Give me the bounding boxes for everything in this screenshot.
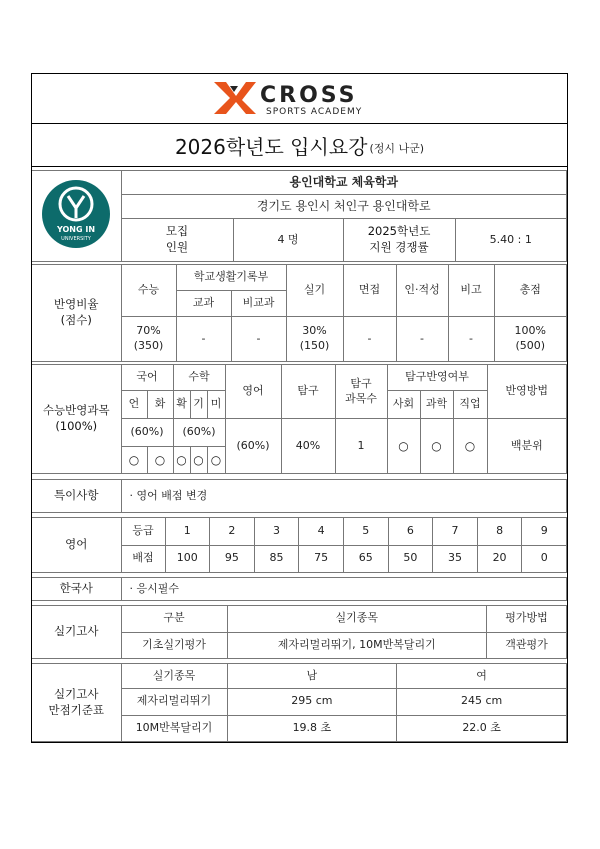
criteria-section (32, 663, 567, 742)
history-value: · 응시필수 (121, 578, 567, 601)
sn-kor-1-mark: ○ (121, 447, 147, 474)
practical-h2: 실기종목 (227, 606, 487, 633)
ratio-h-interview: 면접 (343, 265, 396, 317)
sn-h-inquiry-reflect: 탐구반영여부 (387, 365, 487, 391)
cross-logo-icon (210, 78, 390, 118)
sn-sub-math-1: 확 (173, 391, 190, 419)
english-grade-4: 4 (299, 518, 344, 546)
practical-section (32, 605, 567, 659)
special-label: 특이사항 (32, 480, 121, 513)
sn-inq-social: ○ (387, 419, 420, 474)
english-label: 영어 (32, 518, 121, 573)
english-grade-8: 8 (477, 518, 522, 546)
ratio-v-total: 100% (500) (494, 317, 566, 362)
sn-sub-kor-1: 언 (121, 391, 147, 419)
english-score-7: 35 (433, 545, 478, 573)
english-grade-5: 5 (343, 518, 388, 546)
special-section (32, 479, 567, 513)
sn-math-2-mark: ○ (190, 447, 207, 474)
ratio-v-aptitude: - (396, 317, 448, 362)
english-score-1: 100 (165, 545, 210, 573)
ratio-h-subject: 교과 (176, 291, 231, 317)
english-grade-label: 등급 (121, 518, 165, 546)
sn-math-pct: (60%) (173, 419, 225, 447)
sn-sub-math-3: 미 (207, 391, 225, 419)
english-score-5: 65 (343, 545, 388, 573)
suneung-label: 수능반영과목 (100%) (32, 365, 121, 474)
svg-text:SPORTS ACADEMY: SPORTS ACADEMY (265, 107, 362, 117)
history-section (32, 577, 567, 601)
criteria-male-2: 19.8 초 (227, 715, 397, 742)
sn-eng-pct: (60%) (225, 419, 281, 474)
suneung-section (32, 364, 567, 474)
recruit-value: 4 명 (233, 219, 343, 262)
sn-kor-pct: (60%) (121, 419, 173, 447)
english-score-2: 95 (210, 545, 255, 573)
english-grade-3: 3 (254, 518, 299, 546)
sn-sub-inq-1: 사회 (387, 391, 420, 419)
practical-v2: 제자리멀리뛰기, 10M반복달리기 (227, 632, 487, 659)
ratio-h-note: 비고 (448, 265, 494, 317)
recruit-label: 모집 인원 (121, 219, 233, 262)
admission-document (31, 73, 568, 743)
ratio-v-subject: - (176, 317, 231, 362)
english-grade-9: 9 (522, 518, 567, 546)
english-section (32, 517, 567, 573)
yongin-logo (32, 171, 121, 262)
criteria-h3: 여 (397, 664, 567, 689)
sn-inq-pct: 40% (281, 419, 335, 474)
sn-h-inquiry: 탐구 (281, 365, 335, 419)
sn-math-3-mark: ○ (207, 447, 225, 474)
history-label: 한국사 (32, 578, 121, 601)
criteria-event-1: 제자리멀리뛰기 (121, 689, 227, 716)
ratio-label: 반영비율 (점수) (32, 265, 121, 362)
english-score-8: 20 (477, 545, 522, 573)
sn-math-1-mark: ○ (173, 447, 190, 474)
page-title (32, 123, 567, 167)
ratio-v-suneung: 70% (350) (121, 317, 176, 362)
ratio-h-aptitude: 인·적성 (396, 265, 448, 317)
english-grade-6: 6 (388, 518, 433, 546)
ratio-v-interview: - (343, 317, 396, 362)
university-name: 용인대학교 체육학과 (121, 171, 567, 195)
criteria-label: 실기고사 만점기준표 (32, 664, 121, 742)
title-sub: (정시 나군) (369, 142, 425, 155)
criteria-female-2: 22.0 초 (397, 715, 567, 742)
sn-inq-job: ○ (453, 419, 487, 474)
english-grade-7: 7 (433, 518, 478, 546)
practical-label: 실기고사 (32, 606, 121, 659)
sn-method-val: 백분위 (487, 419, 566, 474)
sn-h-inquiry-count: 탐구 과목수 (335, 365, 387, 419)
english-score-9: 0 (522, 545, 567, 573)
sn-sub-math-2: 기 (190, 391, 207, 419)
competition-value: 5.40 : 1 (455, 219, 567, 262)
criteria-event-2: 10M반복달리기 (121, 715, 227, 742)
criteria-male-1: 295 cm (227, 689, 397, 716)
english-score-6: 50 (388, 545, 433, 573)
english-score-label: 배점 (121, 545, 165, 573)
practical-v3: 객관평가 (487, 632, 567, 659)
criteria-h2: 남 (227, 664, 397, 689)
yongin-emblem-icon (40, 178, 112, 250)
english-grade-1: 1 (165, 518, 210, 546)
sn-h-korean: 국어 (121, 365, 173, 391)
special-value: · 영어 배점 변경 (121, 480, 567, 513)
ratio-v-practical: 30% (150) (286, 317, 343, 362)
sn-sub-inq-3: 직업 (453, 391, 487, 419)
sn-h-math: 수학 (173, 365, 225, 391)
practical-h3: 평가방법 (487, 606, 567, 633)
svg-text:YONG IN: YONG IN (57, 224, 96, 234)
sn-inq-science: ○ (420, 419, 453, 474)
ratio-h-record: 학교생활기록부 (176, 265, 286, 291)
sn-count-val: 1 (335, 419, 387, 474)
sn-sub-kor-2: 화 (147, 391, 173, 419)
university-address: 경기도 용인시 처인구 용인대학로 (121, 195, 567, 219)
english-score-3: 85 (254, 545, 299, 573)
ratio-h-suneung: 수능 (121, 265, 176, 317)
competition-label: 2025학년도 지원 경쟁률 (343, 219, 455, 262)
practical-v1: 기초실기평가 (121, 632, 227, 659)
title-main: 2026학년도 입시요강 (174, 134, 368, 159)
ratio-v-note: - (448, 317, 494, 362)
ratio-h-nonsubject: 비교과 (231, 291, 286, 317)
cross-logo (32, 74, 567, 122)
criteria-h1: 실기종목 (121, 664, 227, 689)
svg-text:CROSS: CROSS (259, 83, 357, 108)
sn-kor-2-mark: ○ (147, 447, 173, 474)
ratio-h-total: 총점 (494, 265, 566, 317)
university-section (32, 170, 567, 262)
sn-h-english: 영어 (225, 365, 281, 419)
ratio-v-nonsubject: - (231, 317, 286, 362)
practical-h1: 구분 (121, 606, 227, 633)
svg-text:UNIVERSITY: UNIVERSITY (61, 235, 92, 242)
sn-sub-inq-2: 과학 (420, 391, 453, 419)
english-grade-2: 2 (210, 518, 255, 546)
ratio-section (32, 264, 567, 362)
english-score-4: 75 (299, 545, 344, 573)
ratio-h-practical: 실기 (286, 265, 343, 317)
criteria-female-1: 245 cm (397, 689, 567, 716)
sn-h-method: 반영방법 (487, 365, 566, 419)
